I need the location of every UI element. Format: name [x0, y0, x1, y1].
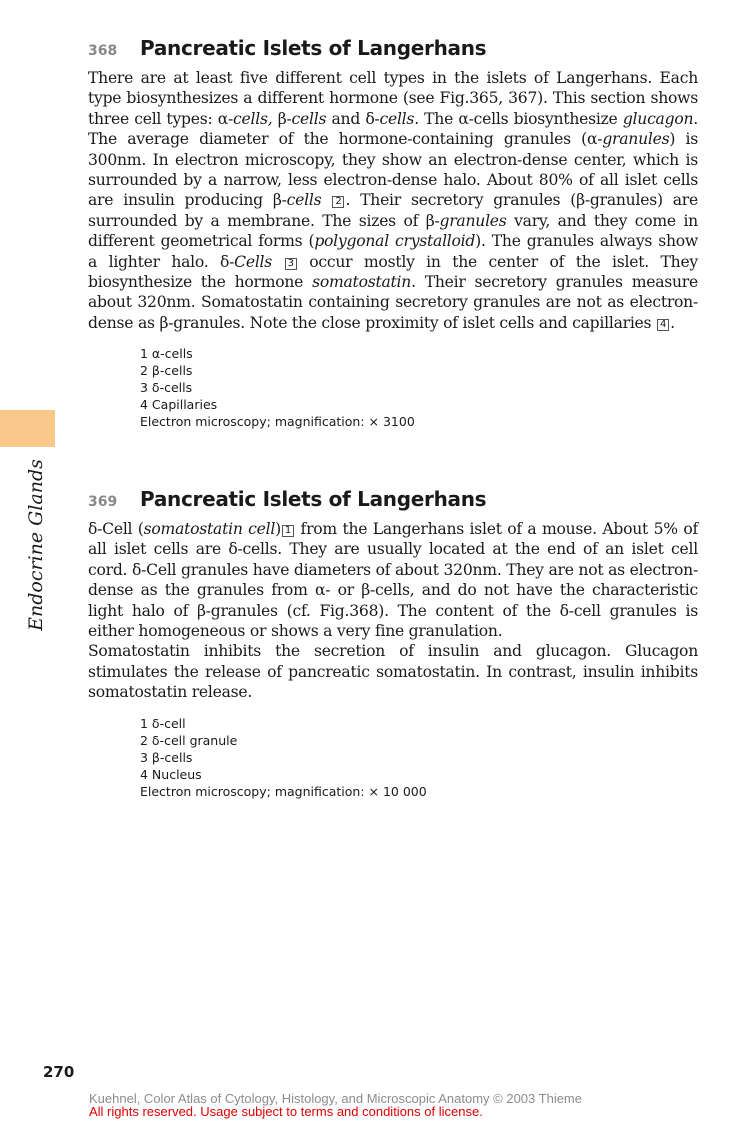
text-run: somatostatin cell	[143, 520, 276, 538]
legend-item: 2 β-cells	[140, 363, 193, 379]
figure-number: 369	[88, 494, 118, 510]
text-run: and δ-	[326, 109, 380, 128]
text-run: . Their secretory granules measure about 320nm. Somatostatin containing secretory granules are not as electron-dense as β-granules. Note the close proximity of islet cells and capillaries	[88, 273, 698, 332]
legend-caption: Electron microscopy; magnification: × 10 000	[140, 783, 427, 799]
footer-citation: Kuehnel, Color Atlas of Cytology, Histology, and Microscopic Anatomy © 2003 Thieme	[89, 1091, 582, 1106]
text-run: cells	[291, 109, 327, 128]
section-title: Pancreatic Islets of Langerhans	[140, 36, 487, 60]
text-run: .	[670, 313, 675, 332]
text-run: β-	[272, 109, 292, 128]
legend-item: 4 Capillaries	[140, 397, 218, 413]
section-body-text-2: Somatostatin inhibits the secretion of insulin and glucagon. Glucagon stimulates the release of pancreatic somatostatin. In contrast, insulin inhibits somatostatin release.	[88, 642, 698, 702]
text-run: There are at least five different cell types in the islets of Langerhans. Each type biosynthesizes a different hormone (see Fig.365, 367). This section shows three cell types: α-	[88, 69, 698, 128]
text-run: Cells	[234, 252, 273, 271]
text-run: somatostatin	[312, 273, 412, 292]
legend-item: 4 Nucleus	[140, 766, 202, 782]
text-run: occur mostly in the center of the islet. They biosynthesize the hormone	[88, 252, 698, 292]
text-run: cells,	[233, 109, 273, 128]
text-run: vary, and they come in different geometrical forms (	[88, 211, 698, 251]
figure-section-368	[88, 36, 698, 430]
text-run: )	[275, 520, 281, 538]
legend-item: 3 δ-cells	[140, 380, 193, 396]
figure-number: 368	[88, 43, 118, 59]
legend-item: 1 δ-cell	[140, 715, 186, 731]
section-heading	[88, 36, 698, 60]
legend-item: 3 β-cells	[140, 749, 193, 765]
text-run: ) is 300nm. In electron microscopy, they show an electron-dense center, which is surrounded by a narrow, less electron-dense halo. About 80% of all islet cells are insulin producing β-	[88, 130, 699, 210]
copyright-footer	[89, 1092, 582, 1118]
section-body-text	[88, 519, 698, 641]
section-heading	[88, 487, 698, 511]
text-run: from the Langerhans islet of a mouse. About 5% of all islet cells are δ-cells. They are usually located at the end of an islet cell cord. δ-Cell granules have diameters of about 320nm. They are not as electron-dense as the granules from α- or β-cells, and do not have the characteristic light halo of β-granules (cf. Fig.368). The content of the δ-cell granules is either homogeneous or shows a very fine granulation.	[88, 520, 698, 641]
section-title: Pancreatic Islets of Langerhans	[140, 487, 487, 511]
text-run: . Their secretory granules (β-granules) are surrounded by a membrane. The sizes of β-	[88, 191, 698, 230]
figure-callout-marker: 4	[657, 319, 669, 331]
text-run: cells	[286, 191, 322, 210]
text-run: glucagon	[622, 109, 694, 128]
chapter-side-label: Endocrine Glands	[25, 459, 47, 631]
section-color-tab	[0, 410, 55, 447]
text-run: . The average diameter of the hormone-containing granules (α-	[88, 109, 698, 149]
legend-item: 1 α-cells	[140, 346, 193, 362]
text-run: granules	[439, 211, 507, 230]
figure-legend	[140, 715, 698, 800]
figure-legend	[140, 345, 698, 430]
text-run: ). The granules always show a lighter halo. δ-	[88, 232, 698, 271]
figure-callout-marker: 2	[332, 196, 344, 208]
legend-caption: Electron microscopy; magnification: × 3100	[140, 414, 415, 430]
section-body-text	[88, 68, 698, 333]
legend-item: 2 δ-cell granule	[140, 732, 238, 748]
text-run: δ-Cell (	[88, 520, 144, 538]
figure-callout-marker: 3	[285, 258, 297, 270]
text-run: . The α-cells biosynthesize	[414, 109, 623, 128]
footer-license: All rights reserved. Usage subject to terms and conditions of license.	[89, 1104, 483, 1119]
page-number: 270	[43, 1063, 75, 1081]
figure-callout-marker: 1	[282, 525, 294, 537]
text-run: cells	[379, 109, 415, 128]
text-run: polygonal crystalloid	[314, 232, 476, 251]
text-run: granules	[602, 130, 670, 149]
figure-section-369	[88, 487, 698, 800]
